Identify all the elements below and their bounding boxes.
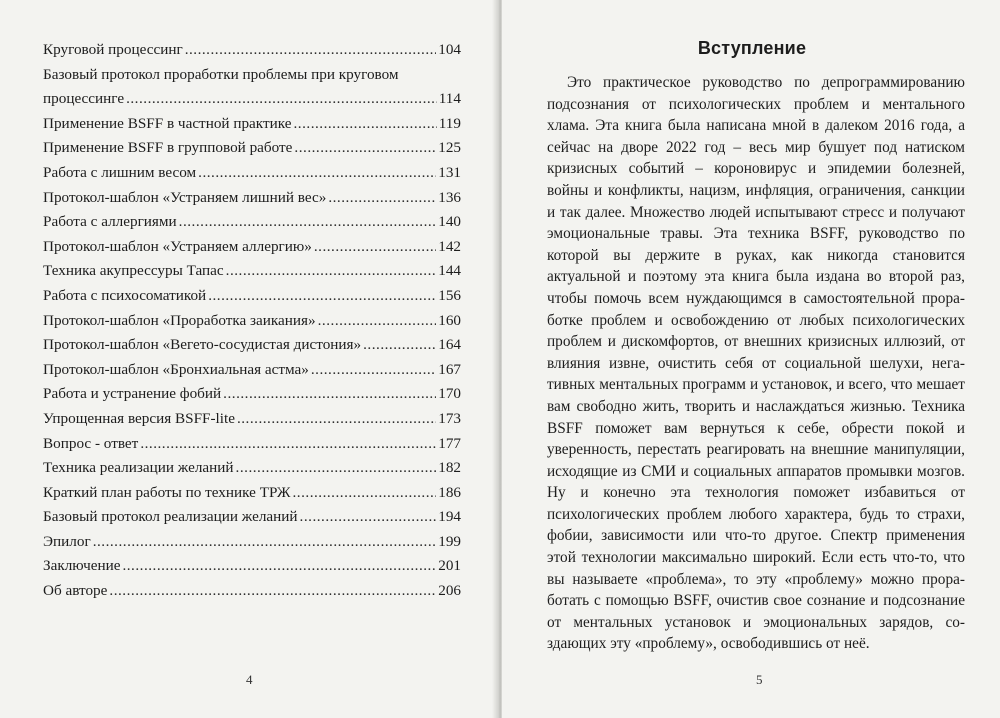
toc-entry (43, 382, 461, 407)
toc-entry-title: Протокол-шаблон «Вегето-сосудистая дистония» (43, 336, 362, 354)
toc-entry-title: Упрощенная версия BSFF-lite (43, 409, 235, 427)
toc-leader-dots (294, 112, 437, 137)
toc-entry-page: 177 (438, 434, 461, 452)
toc-entry-title: Краткий план работы по технике ТРЖ (43, 483, 291, 501)
toc-entry (43, 407, 461, 432)
toc-entry-page: 119 (438, 114, 461, 132)
toc-entry-page: 167 (438, 360, 461, 378)
page-number-left: 4 (246, 672, 253, 687)
toc-entry-title: Протокол-шаблон «Устраняем лишний вес» (43, 188, 327, 206)
body-paragraph: Это практическое руководство по депрограммированию подсознания от психологических проблем и ментального хлама. Эта книга была написана мной в далеком 2016 года, а сейчас на дворе 2022 год – весь мир бушует под натиском кризисных событий – короновирус и эпидемии болезней, войны и конфликты, нацизм, инфляция, ограничения, санкции и так далее. Множество людей испытывают стресс и получают эмоциональные травы. Эта техника BSFF, руководство по которой вы держите в руках, как никогда становится актуальной и поэтому эта книга была издана во второй раз, чтобы помочь всем нуждающимся в самостоятельной проработке проблем и освобождению от любых психологических проблем и дискомфортов, от внешних кризисных иллюзий, от влияния извне, очистить себя от социальной шелухи, негативных ментальных программ и установок, и всего, что мешает вам свободно жить, творить и наслаждаться жизнью. Техника BSFF поможет вам вернуться к себе, обрести покой и уверенность, перестать реагировать на внешние манипуляции, исходящие из СМИ и социальных аппаратов промывки мозгов. Ну и конечно эта технология поможет избавиться от психологических проблем любого характера, будь то страхи, фобии, зависимости или что-то другое. Спектр применения этой технологии максимально широкий. Если есть что-то, что вы называете «проблема», то эту «проблему» можно проработать с помощью BSFF, очистив свое сознание и подсознание от ментальных установок и эмоциональных зарядов, создающих эту «проблему», освободившись от неё. (547, 74, 965, 653)
toc-entry (43, 284, 461, 309)
toc-entry-page: 164 (438, 336, 461, 354)
toc-entry (43, 456, 461, 481)
toc-entry-page: 125 (438, 139, 461, 157)
toc-entry (43, 210, 461, 235)
toc-entry (43, 309, 461, 334)
toc-leader-dots (237, 407, 436, 432)
toc-entry-title: Протокол-шаблон «Устраняем аллергию» (43, 237, 312, 255)
toc-entry (43, 530, 461, 555)
toc-leader-dots (179, 210, 437, 235)
toc-entry (43, 63, 461, 112)
toc-entry-page: 131 (438, 163, 461, 181)
toc-leader-dots (328, 186, 436, 211)
toc-entry-title: Круговой процессинг (43, 41, 183, 58)
toc-entry-page: 170 (438, 385, 461, 403)
toc-leader-dots (198, 161, 436, 186)
toc-entry-title: Заключение (43, 557, 121, 575)
page-number-right: 5 (756, 672, 763, 687)
toc-leader-dots (300, 505, 437, 530)
toc-entry (43, 235, 461, 260)
toc-entry-title-line1: Базовый протокол проработки проблемы при круговом (43, 65, 399, 83)
toc-entry-title: Об авторе (43, 582, 108, 600)
toc-entry-page: 186 (438, 483, 461, 501)
toc-entry (43, 358, 461, 383)
toc-entry-title: Вопрос - ответ (43, 434, 139, 452)
toc-entry-page: 114 (438, 90, 461, 108)
toc-leader-dots (93, 530, 437, 555)
toc-entry (43, 481, 461, 506)
toc-leader-dots (223, 382, 436, 407)
toc-entry-page: 104 (438, 41, 461, 58)
section-heading: Вступление (697, 38, 807, 58)
toc-entry-title: Протокол-шаблон «Проработка заикания» (43, 311, 316, 329)
toc-entry-title: Техника реализации желаний (43, 459, 234, 477)
toc-entry-title: Применение BSFF в групповой работе (43, 139, 293, 157)
toc-entry (43, 333, 461, 358)
toc-entry-title: Применение BSFF в частной практике (43, 114, 292, 132)
toc-entry-page: 173 (438, 409, 461, 427)
toc-leader-dots (226, 259, 437, 284)
toc-entry-title: Протокол-шаблон «Бронхиальная астма» (43, 360, 309, 378)
toc-entry (43, 112, 461, 137)
toc-entry-page: 136 (438, 188, 461, 206)
toc-entry-title: Техника акупрессуры Тапас (43, 262, 224, 280)
table-of-contents (43, 38, 461, 604)
toc-entry-page: 144 (438, 262, 461, 280)
toc-entry (43, 186, 461, 211)
left-page (0, 0, 498, 718)
toc-entry-page: 194 (438, 508, 461, 526)
toc-entry-page: 160 (438, 311, 461, 329)
toc-entry (43, 554, 461, 579)
right-page (502, 0, 1000, 718)
toc-entry (43, 136, 461, 161)
toc-entry (43, 579, 461, 604)
toc-leader-dots (311, 358, 436, 383)
toc-leader-dots (109, 579, 436, 604)
toc-entry-page: 182 (438, 459, 461, 477)
toc-leader-dots (126, 87, 437, 112)
toc-entry (43, 432, 461, 457)
toc-entry-page: 199 (438, 532, 461, 550)
toc-leader-dots (236, 456, 437, 481)
toc-entry-title: Работа с лишним весом (43, 163, 197, 181)
toc-entry-title: Базовый протокол реализации желаний (43, 508, 298, 526)
toc-entry-title: Работа с психосоматикой (43, 286, 207, 304)
toc-entry (43, 38, 461, 63)
toc-leader-dots (122, 554, 436, 579)
toc-leader-dots (314, 235, 436, 260)
toc-entry-page: 156 (438, 286, 461, 304)
toc-leader-dots (294, 136, 436, 161)
toc-leader-dots (363, 333, 436, 358)
toc-entry-title: Эпилог (43, 532, 91, 550)
toc-leader-dots (293, 481, 437, 506)
toc-leader-dots (185, 38, 437, 63)
toc-entry (43, 505, 461, 530)
toc-leader-dots (208, 284, 436, 309)
toc-leader-dots (140, 432, 436, 457)
toc-entry (43, 259, 461, 284)
toc-entry-page: 142 (438, 237, 461, 255)
toc-entry-page: 201 (438, 557, 461, 575)
toc-entry-page: 206 (438, 582, 461, 600)
toc-leader-dots (318, 309, 437, 334)
toc-entry-page: 140 (438, 213, 461, 231)
toc-entry-title: Работа и устранение фобий (43, 385, 222, 403)
toc-entry-title: Работа с аллергиями (43, 213, 177, 231)
toc-entry (43, 161, 461, 186)
toc-entry-title: процессинге (43, 90, 125, 108)
